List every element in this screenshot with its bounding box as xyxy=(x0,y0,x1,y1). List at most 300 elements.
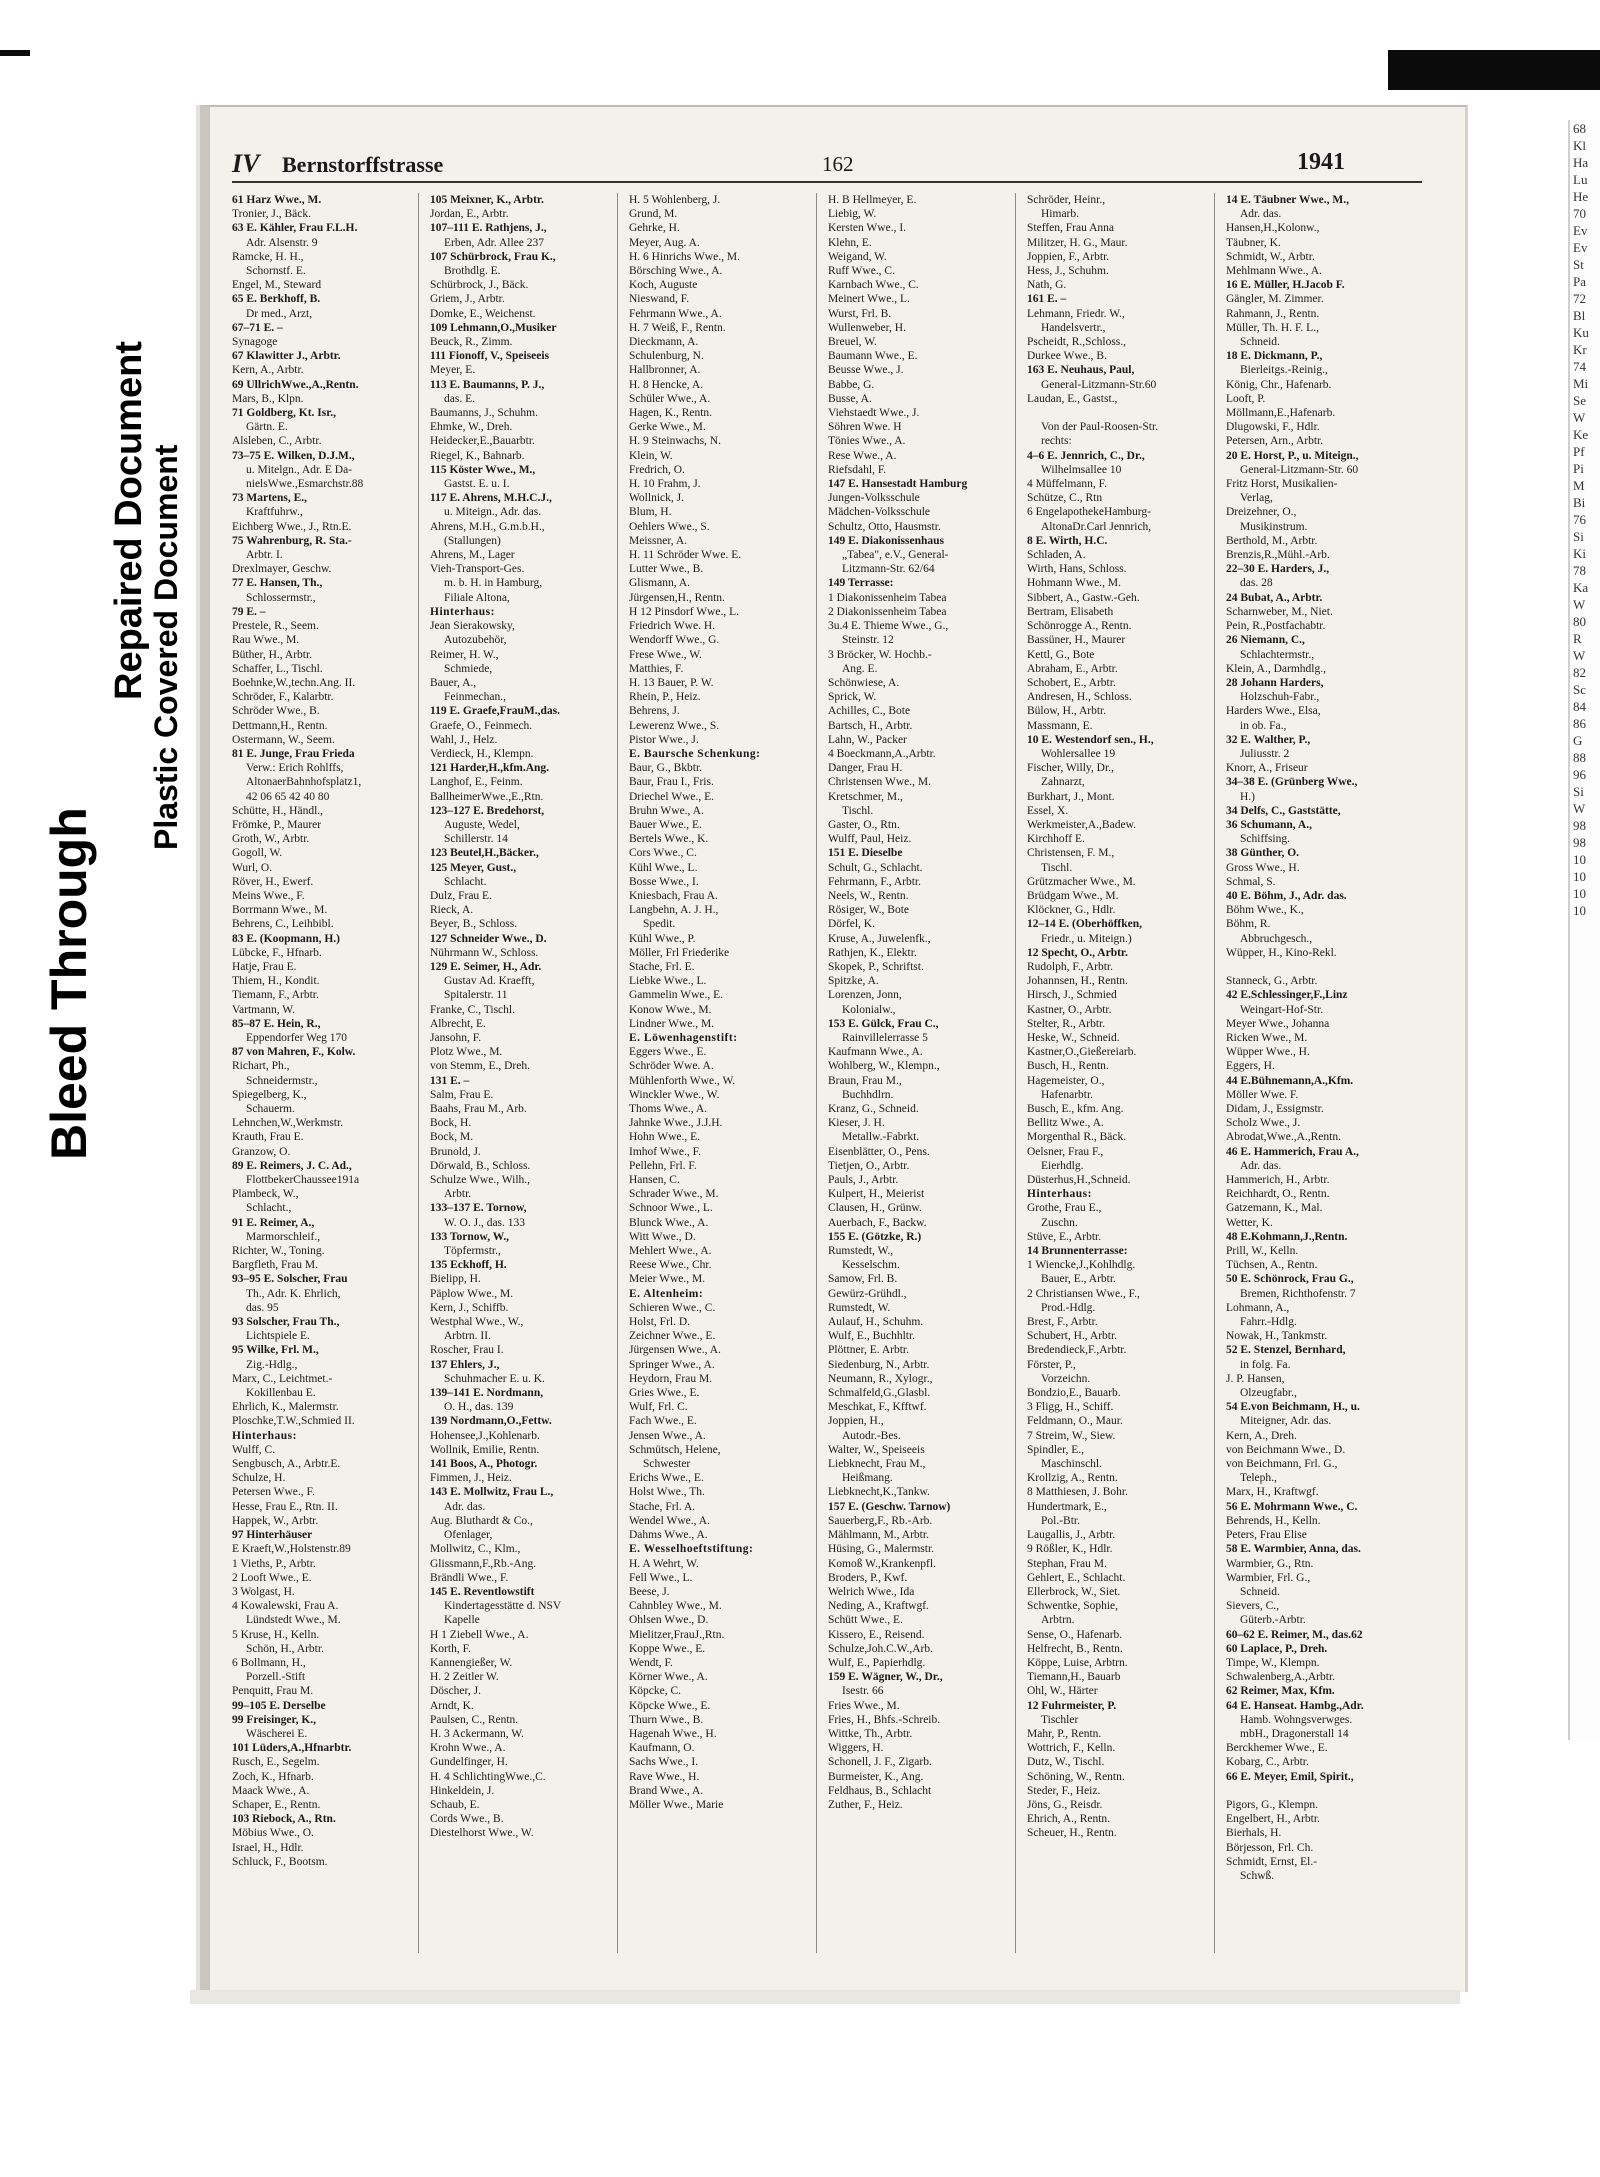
directory-entry: Matthies, F. xyxy=(629,662,684,675)
directory-entry: Schürbrock, J., Bäck. xyxy=(430,279,529,292)
directory-entry: Knorr, A., Friseur xyxy=(1226,762,1308,775)
directory-entry: 149 E. Diakonissenhaus xyxy=(828,534,944,547)
directory-entry: Güterb.-Arbtr. xyxy=(1240,1614,1306,1627)
directory-entry: 97 Hinterhäuser xyxy=(232,1529,313,1542)
directory-entry: Breuel, W. xyxy=(828,336,877,349)
directory-entry: Bertram, Elisabeth xyxy=(1027,605,1114,618)
directory-entry: Fehrmann Wwe., A. xyxy=(629,307,722,320)
directory-entry: Spitalerstr. 11 xyxy=(444,989,508,1002)
directory-entry: Lübcke, F., Hfnarb. xyxy=(232,946,322,959)
directory-entry: Granzow, O. xyxy=(232,1145,291,1158)
directory-entry: H. 10 Frahm, J. xyxy=(629,478,701,491)
directory-entry: Stache, Frl. E. xyxy=(629,960,695,973)
directory-entry: Rese Wwe., A. xyxy=(828,449,897,462)
column-rule xyxy=(1214,193,1215,1953)
directory-entry: Fahrr.-Hdlg. xyxy=(1240,1316,1297,1329)
directory-entry: Fredrich, O. xyxy=(629,463,685,476)
directory-entry: Brunold, J. xyxy=(430,1145,481,1158)
directory-entry: Sievers, C., xyxy=(1226,1600,1280,1613)
directory-entry: Hafenarbtr. xyxy=(1041,1088,1094,1101)
directory-entry: H. B Hellmeyer, E. xyxy=(828,194,917,206)
directory-entry: Walter, W., Speiseeis xyxy=(828,1443,925,1456)
directory-entry: Meissner, A. xyxy=(629,534,687,547)
directory-entry: Babbe, G. xyxy=(828,378,875,391)
directory-entry: Busch, E., kfm. Ang. xyxy=(1027,1103,1124,1115)
page-bottom-edge xyxy=(190,1990,1460,2004)
directory-entry: Liebknecht, Frau M., xyxy=(828,1458,926,1471)
directory-entry: Schöning, W., Rentn. xyxy=(1027,1770,1125,1783)
directory-entry: Verdieck, H., Klempn. xyxy=(430,747,534,760)
directory-entry: Dahms Wwe., A. xyxy=(629,1529,708,1542)
directory-entry: Tronier, J., Bäck. xyxy=(232,208,311,221)
directory-entry: Stüve, E., Arbtr. xyxy=(1027,1230,1102,1243)
directory-entry: Ostermann, W., Seem. xyxy=(232,733,335,746)
directory-entry: in folg. Fa. xyxy=(1240,1358,1291,1371)
directory-entry: Hohmann Wwe., M. xyxy=(1027,577,1122,590)
edge-fragment: 88 xyxy=(1573,750,1586,765)
directory-entry: Erichs Wwe., E. xyxy=(629,1472,704,1485)
directory-entry: Wirth, Hans, Schloss. xyxy=(1027,563,1127,576)
directory-entry: H. A Wehrt, W. xyxy=(629,1557,699,1570)
directory-entry: Kobarg, C., Arbtr. xyxy=(1226,1756,1309,1769)
directory-entry: Heißmang. xyxy=(842,1472,893,1485)
directory-entry: Tiemann, F., Arbtr. xyxy=(232,989,319,1002)
column-rule xyxy=(418,193,419,1953)
directory-entry: 54 E.von Beichmann, H., u. xyxy=(1226,1401,1360,1414)
directory-entry: 46 E. Hammerich, Frau A., xyxy=(1226,1145,1359,1158)
directory-entry: Bierhals, H. xyxy=(1226,1827,1282,1840)
directory-entry: Kaufmann Wwe., A. xyxy=(828,1046,923,1059)
directory-entry: Jahnke Wwe., J.J.H. xyxy=(629,1117,723,1130)
directory-entry: Mädchen-Volksschule xyxy=(828,506,930,519)
directory-entry: Schmidt, Ernst, El.- xyxy=(1226,1855,1318,1868)
directory-entry: Gustav Ad. Kraefft, xyxy=(444,975,535,988)
directory-entry: Baumanns, J., Schuhm. xyxy=(430,407,538,420)
directory-entry: Dreizehner, O., xyxy=(1226,506,1297,519)
directory-entry: 127 Schneider Wwe., D. xyxy=(430,932,547,945)
directory-entry: Synagoge xyxy=(232,336,278,349)
directory-entry: Tischl. xyxy=(842,804,874,817)
directory-entry: Klein, W. xyxy=(629,449,673,462)
directory-entry: Richter, W., Toning. xyxy=(232,1245,325,1258)
directory-entry: Dörwald, B., Schloss. xyxy=(430,1159,531,1172)
directory-entry: Wendorff Wwe., G. xyxy=(629,634,720,647)
directory-entry: Dettmann,H., Rentn. xyxy=(232,719,328,732)
directory-entry: J. P. Hansen, xyxy=(1226,1372,1285,1385)
directory-entry: 52 E. Stenzel, Bernhard, xyxy=(1226,1344,1346,1357)
directory-entry: 137 Ehlers, J., xyxy=(430,1358,500,1371)
directory-entry: 73–75 E. Wilken, D.J.M., xyxy=(232,449,355,462)
directory-entry: Meyer, E. xyxy=(430,364,476,377)
directory-entry: 81 E. Junge, Frau Frieda xyxy=(232,747,355,760)
directory-entry: Meyer Wwe., Johanna xyxy=(1226,1017,1330,1030)
directory-entry: Erben, Adr. Allee 237 xyxy=(444,236,544,249)
directory-entry: Reichhardt, O., Rentn. xyxy=(1226,1188,1330,1201)
directory-entry: Schütte, H., Händl., xyxy=(232,804,324,817)
directory-entry: Schnoor Wwe., L. xyxy=(629,1202,713,1215)
directory-entry: Schmalfeld,G.,Glasbl. xyxy=(828,1387,931,1400)
edge-fragment: Si xyxy=(1573,784,1584,799)
directory-entry: Engel, M., Steward xyxy=(232,279,322,292)
directory-entry: 64 E. Hanseat. Hambg.,Adr. xyxy=(1226,1699,1364,1712)
directory-entry: 4 Müffelmann, F. xyxy=(1027,478,1108,491)
directory-entry: 139 Nordmann,O.,Fettw. xyxy=(430,1415,552,1428)
directory-entry: Franke, C., Tischl. xyxy=(430,1003,515,1016)
directory-entry: 105 Meixner, K., Arbtr. xyxy=(430,194,544,206)
section-heading: E. Baursche Schenkung: xyxy=(629,747,761,760)
directory-entry: 89 E. Reimers, J. C. Ad., xyxy=(232,1159,352,1172)
directory-entry: 151 E. Dieselbe xyxy=(828,847,903,860)
directory-entry: 4 Kowalewski, Frau A. xyxy=(232,1600,339,1613)
directory-entry: Mehlmann Wwe., A. xyxy=(1226,265,1322,278)
directory-entry: Jungen-Volksschule xyxy=(828,492,920,505)
directory-entry: Eggers, H. xyxy=(1226,1060,1275,1073)
directory-entry: Mollwitz, C., Klm., xyxy=(430,1543,521,1556)
directory-entry: Schauerm. xyxy=(246,1103,295,1115)
directory-entry: Schulze,Joh.C.W.,Arb. xyxy=(828,1642,933,1655)
directory-entry: Lahn, W., Packer xyxy=(828,733,907,746)
directory-entry: Verw.: Erich Rohlffs, xyxy=(246,762,344,775)
directory-entry: Lichtspiele E. xyxy=(246,1330,310,1343)
directory-entry: Köppe, Luise, Arbtrn. xyxy=(1027,1656,1128,1669)
directory-entry: Neumann, R., Xylogr., xyxy=(828,1372,933,1385)
directory-entry: Teleph., xyxy=(1240,1472,1277,1485)
directory-entry: Von der Paul-Roosen-Str. xyxy=(1041,421,1159,434)
edge-fragment: 70 xyxy=(1573,206,1586,221)
directory-entry: Achilles, C., Bote xyxy=(828,705,911,718)
directory-entry: Börjesson, Frl. Ch. xyxy=(1226,1841,1314,1854)
directory-entry: Wulf, Frl. C. xyxy=(629,1401,688,1414)
directory-entry: 5 Kruse, H., Kelln. xyxy=(232,1628,320,1641)
directory-entry: Kastner, O., Arbtr. xyxy=(1027,1003,1112,1016)
directory-entry: 147 E. Hansestadt Hamburg xyxy=(828,478,968,491)
directory-entry: Feldhaus, B., Schlacht xyxy=(828,1784,932,1797)
directory-entry: Durkee Wwe., B. xyxy=(1027,350,1107,363)
directory-entry: Hesse, Frau E., Rtn. II. xyxy=(232,1500,338,1513)
directory-entry: Kaufmann, O. xyxy=(629,1742,695,1755)
directory-entry: Plotz Wwe., M. xyxy=(430,1046,503,1059)
directory-entry: Laudan, E., Gastst., xyxy=(1027,392,1118,405)
directory-entry: Olzeugfabr., xyxy=(1240,1387,1297,1400)
directory-entry: Stache, Frl. A. xyxy=(629,1500,696,1513)
edge-fragment: 10 xyxy=(1573,903,1586,918)
directory-entry: Plambeck, W., xyxy=(232,1188,299,1201)
directory-entry: Berckhemer Wwe., E. xyxy=(1226,1742,1328,1755)
directory-entry: Ohlsen Wwe., D. xyxy=(629,1614,709,1627)
directory-entry: Körner Wwe., A. xyxy=(629,1671,708,1684)
directory-entry: Feinmechan., xyxy=(444,691,506,704)
directory-entry: 131 E. – xyxy=(430,1074,470,1087)
directory-entry: Maschinschl. xyxy=(1041,1458,1103,1471)
directory-entry: Handelsvertr., xyxy=(1041,321,1106,334)
directory-entry: 95 Wilke, Frl. M., xyxy=(232,1344,319,1357)
directory-entry: 75 Wahrenburg, R. Sta.- xyxy=(232,534,352,547)
directory-entry: H. 4 SchlichtingWwe.,C. xyxy=(430,1770,546,1783)
directory-entry: 157 E. (Geschw. Tarnow) xyxy=(828,1500,951,1513)
directory-entry: 8 Matthiesen, J. Bohr. xyxy=(1027,1486,1128,1499)
directory-entry: Rau Wwe., M. xyxy=(232,634,300,647)
directory-entry: Musikinstrum. xyxy=(1240,520,1308,533)
directory-entry: Schlachtermstr., xyxy=(1240,648,1315,661)
directory-entry: Behrends, H., Kelln. xyxy=(1226,1514,1321,1527)
directory-entry: Brüdgam Wwe., M. xyxy=(1027,889,1119,902)
directory-entry: Kern, J., Schiffb. xyxy=(430,1301,509,1314)
directory-entry: 125 Meyer, Gust., xyxy=(430,861,517,874)
directory-entry: Rieck, A. xyxy=(430,904,474,917)
directory-entry: 8 E. Wirth, H.C. xyxy=(1027,534,1108,547)
directory-entry: Domke, E., Weichenst. xyxy=(430,307,536,320)
directory-entry: Spitzke, A. xyxy=(828,975,879,988)
directory-entry: Müller, Th. H. F. L., xyxy=(1226,321,1319,334)
directory-entry: Wahl, J., Helz. xyxy=(430,733,498,746)
directory-entry: Ohl, W., Härter xyxy=(1027,1685,1098,1698)
directory-entry: Koch, Auguste xyxy=(629,279,698,292)
directory-entry: Fehrmann, F., Arbtr. xyxy=(828,875,921,888)
directory-entry: Adr. Alsenstr. 9 xyxy=(246,236,318,249)
directory-entry: Schaper, E., Rentn. xyxy=(232,1798,321,1811)
directory-column-1 xyxy=(232,193,400,1973)
directory-entry: Klöckner, G., Hdlr. xyxy=(1027,904,1116,917)
directory-entry: Wittke, Th., Arbtr. xyxy=(828,1727,913,1740)
directory-entry: Siedenburg, N., Arbtr. xyxy=(828,1358,930,1371)
directory-entry: 14 E. Täubner Wwe., M., xyxy=(1226,194,1350,206)
directory-entry: Rusch, E., Segelm. xyxy=(232,1756,320,1769)
street-title: Bernstorffstrasse xyxy=(282,152,444,177)
directory-entry: Zig.-Hdlg., xyxy=(246,1358,298,1371)
directory-entry: Jensen Wwe., A. xyxy=(629,1429,706,1442)
edge-fragment: Pa xyxy=(1573,274,1586,289)
directory-entry: Looft, P. xyxy=(1226,392,1266,405)
edge-fragment: W xyxy=(1573,801,1586,816)
directory-entry: Verlag, xyxy=(1240,492,1273,505)
directory-entry: 50 E. Schönrock, Frau G., xyxy=(1226,1273,1354,1286)
section-heading: E. Löwenhagenstift: xyxy=(629,1031,738,1044)
directory-entry: Grützmacher Wwe., M. xyxy=(1027,875,1136,888)
directory-entry: Cors Wwe., C. xyxy=(629,847,697,860)
directory-entry: Christensen Wwe., M. xyxy=(828,776,931,789)
directory-entry: Schladen, A. xyxy=(1027,549,1086,562)
directory-entry: Hallbronner, A. xyxy=(629,364,701,377)
directory-entry: 12–14 E. (Oberhöffken, xyxy=(1027,918,1142,931)
directory-entry: Auerbach, F., Backw. xyxy=(828,1216,927,1229)
directory-entry: Graefe, O., Feinmech. xyxy=(430,719,533,732)
directory-entry: Brändli Wwe., F. xyxy=(430,1571,509,1584)
directory-entry: Werkmeister,A.,Badew. xyxy=(1027,818,1136,831)
directory-entry: Gogoll, W. xyxy=(232,847,283,860)
directory-entry: Mühlenforth Wwe., W. xyxy=(629,1074,736,1087)
directory-entry: Wiggers, H. xyxy=(828,1742,884,1755)
directory-entry: 139–141 E. Nordmann, xyxy=(430,1387,544,1400)
directory-entry: Jürgensen Wwe., A. xyxy=(629,1344,721,1357)
edge-fragment: Pf xyxy=(1573,444,1585,459)
directory-entry: Heske, W., Schneid. xyxy=(1027,1031,1120,1044)
directory-entry: Fach Wwe., E. xyxy=(629,1415,697,1428)
directory-entry: Tietjen, O., Arbtr. xyxy=(828,1159,910,1172)
directory-entry: Holzschuh-Fabr., xyxy=(1240,691,1320,704)
directory-entry: Schön, H., Arbtr. xyxy=(246,1642,324,1655)
directory-entry: Spindler, E., xyxy=(1027,1443,1085,1456)
directory-entry: Berthold, M., Arbtr. xyxy=(1226,534,1318,547)
directory-entry: Alsleben, C., Arbtr. xyxy=(232,435,322,448)
directory-entry: Schmidt, W., Arbtr. xyxy=(1226,250,1315,263)
directory-entry: 60–62 E. Reimer, M., das.62 xyxy=(1226,1628,1363,1641)
directory-entry: Liebknecht,K.,Tankw. xyxy=(828,1486,930,1499)
directory-entry: Baahs, Frau M., Arb. xyxy=(430,1103,527,1115)
directory-entry: Pigors, G., Klempn. xyxy=(1226,1798,1318,1811)
directory-entry: Wulff, Paul, Heiz. xyxy=(828,833,912,846)
directory-entry: Zuschn. xyxy=(1041,1216,1078,1229)
directory-entry: Ahrens, M., Lager xyxy=(430,549,515,562)
directory-entry: 40 E. Böhm, J., Adr. das. xyxy=(1226,889,1347,902)
directory-entry: BallheimerWwe.,E.,Rtn. xyxy=(430,790,544,803)
directory-entry: Eppendorfer Weg 170 xyxy=(246,1031,348,1044)
directory-entry: Joppien, F., Arbtr. xyxy=(1027,250,1110,263)
directory-entry: Filiale Altona, xyxy=(444,591,510,604)
directory-entry: Bredendieck,F.,Arbtr. xyxy=(1027,1344,1127,1357)
directory-entry: Adr. das. xyxy=(1240,208,1282,221)
directory-entry: Sengbusch, A., Arbtr.E. xyxy=(232,1458,341,1471)
directory-entry: Viehstaedt Wwe., J. xyxy=(828,407,920,420)
directory-entry: Weingart-Hof-Str. xyxy=(1240,1003,1324,1016)
directory-entry: Baur, G., Bkbtr. xyxy=(629,762,703,775)
directory-entry: Gries Wwe., E. xyxy=(629,1387,700,1400)
directory-entry: Wendel Wwe., A. xyxy=(629,1514,710,1527)
directory-entry: Arbtr. I. xyxy=(246,549,283,562)
directory-entry: Sense, O., Hafenarb. xyxy=(1027,1628,1123,1641)
directory-entry: Rumstedt, W. xyxy=(828,1301,891,1314)
directory-entry: Steffen, Frau Anna xyxy=(1027,222,1114,235)
edge-fragment: Ke xyxy=(1573,427,1589,442)
directory-entry: Schaffer, L., Tischl. xyxy=(232,662,323,675)
directory-entry: Gastst. E. u. I. xyxy=(444,478,510,491)
directory-entry: Schwester xyxy=(643,1458,691,1471)
directory-entry: Glissmann,F.,Rb.-Ang. xyxy=(430,1557,537,1570)
directory-entry: Jordan, E., Arbtr. xyxy=(430,208,509,221)
directory-entry: Buchhdlrn. xyxy=(842,1088,894,1101)
edge-fragment: Ev xyxy=(1573,240,1588,255)
directory-entry: 65 E. Berkhoff, B. xyxy=(232,293,321,306)
directory-entry: (Stallungen) xyxy=(444,534,501,547)
directory-entry: Gross Wwe., H. xyxy=(1226,861,1300,874)
directory-entry: Schluck, F., Bootsm. xyxy=(232,1855,328,1868)
directory-entry: Dulz, Frau E. xyxy=(430,889,492,902)
directory-entry: Köpcke, C. xyxy=(629,1685,682,1698)
directory-entry: Krollzig, A., Rentn. xyxy=(1027,1472,1118,1485)
directory-entry: Kranz, G., Schneid. xyxy=(828,1103,919,1115)
directory-entry: Schönwiese, A. xyxy=(828,676,900,689)
directory-entry: Marx, H., Kraftwgf. xyxy=(1226,1486,1319,1499)
directory-entry: Schwß. xyxy=(1240,1869,1275,1882)
directory-entry: Mars, B., Klpn. xyxy=(232,392,304,405)
directory-entry: Sachs Wwe., I. xyxy=(629,1756,699,1769)
directory-entry: Militzer, H. G., Maur. xyxy=(1027,236,1128,249)
directory-entry: Hess, J., Schuhm. xyxy=(1027,265,1109,278)
column-rule xyxy=(1015,193,1016,1953)
directory-entry: Busch, H., Rentn. xyxy=(1027,1060,1109,1073)
directory-entry: Klein, A., Darmhdlg., xyxy=(1226,662,1326,675)
directory-entry: Gehrke, H. xyxy=(629,222,680,235)
edge-fragment: 98 xyxy=(1573,818,1586,833)
directory-entry: Hundertmark, E., xyxy=(1027,1500,1107,1513)
directory-entry: 135 Eckhoff, H. xyxy=(430,1259,507,1272)
directory-entry: Rainvillelerrasse 5 xyxy=(842,1031,928,1044)
directory-entry: Dieckmann, A. xyxy=(629,336,699,349)
directory-entry: Grund, M. xyxy=(629,208,678,221)
directory-entry: Hirsch, J., Schmied xyxy=(1027,989,1117,1002)
directory-entry: 69 UllrichWwe.,A.,Rentn. xyxy=(232,378,359,391)
directory-entry: 10 E. Westendorf sen., H., xyxy=(1027,733,1154,746)
directory-entry: Petersen Wwe., F. xyxy=(232,1486,315,1499)
year: 1941 xyxy=(1297,149,1345,175)
edge-fragment: Kl xyxy=(1573,138,1586,153)
directory-entry: das. 28 xyxy=(1240,577,1273,590)
directory-entry: Scheuer, H., Rentn. xyxy=(1027,1827,1117,1840)
directory-entry: Wollnick, J. xyxy=(629,492,684,505)
directory-entry: Schütt Wwe., E. xyxy=(828,1614,903,1627)
directory-entry: Schröder Wwe., B. xyxy=(232,705,320,718)
directory-entry: 16 E. Müller, H.Jacob F. xyxy=(1226,279,1345,292)
column-rule xyxy=(816,193,817,1953)
directory-entry: Stanneck, G., Arbtr. xyxy=(1226,975,1318,988)
directory-entry: Ofenlager, xyxy=(444,1529,493,1542)
directory-column-5 xyxy=(1027,193,1195,1973)
directory-entry: Bargfleth, Frau M. xyxy=(232,1259,319,1272)
directory-entry: 1 Diakonissenheim Tabea xyxy=(828,591,947,604)
directory-entry: nielsWwe.,Esmarchstr.88 xyxy=(246,478,364,491)
edge-fragment: Ha xyxy=(1573,155,1589,170)
directory-entry: Gaster, O., Rtn. xyxy=(828,818,900,831)
directory-entry: Kieser, J. H. xyxy=(828,1117,885,1130)
directory-entry: Thoms Wwe., A. xyxy=(629,1103,708,1115)
directory-entry: Porzell.-Stift xyxy=(246,1671,306,1684)
directory-entry: Salm, Frau E. xyxy=(430,1088,494,1101)
directory-entry: Neding, A., Kraftwgf. xyxy=(828,1600,929,1613)
directory-entry: Töpfermstr., xyxy=(444,1245,501,1258)
directory-entry: Kokillenbau E. xyxy=(246,1387,316,1400)
directory-entry: Gehlert, E., Schlacht. xyxy=(1027,1571,1126,1584)
directory-entry: Ellerbrock, W., Siet. xyxy=(1027,1585,1121,1598)
directory-entry: Schobert, E., Arbtr. xyxy=(1027,676,1116,689)
directory-entry: Drexlmayer, Geschw. xyxy=(232,563,332,576)
directory-entry: Kniesbach, Frau A. xyxy=(629,889,718,902)
directory-entry: Autozubehör, xyxy=(444,634,507,647)
directory-entry: 38 Günther, O. xyxy=(1226,847,1300,860)
edge-fragment: Ka xyxy=(1573,580,1589,595)
directory-entry: Schneid. xyxy=(1240,1585,1280,1598)
directory-entry: 26 Niemann, C., xyxy=(1226,634,1305,647)
directory-entry: Arndt, K. xyxy=(430,1699,474,1712)
directory-entry: Meier Wwe., M. xyxy=(629,1273,706,1286)
directory-entry: Massmann, E. xyxy=(1027,719,1093,732)
directory-entry: Wilhelmsallee 10 xyxy=(1041,463,1122,476)
directory-entry: Zuther, F., Heiz. xyxy=(828,1798,903,1811)
directory-entry: Bruhn Wwe., A. xyxy=(629,804,704,817)
edge-fragment: 98 xyxy=(1573,835,1586,850)
directory-entry: Welrich Wwe., Ida xyxy=(828,1585,915,1598)
directory-entry: Fischer, Willy, Dr., xyxy=(1027,762,1114,775)
edge-fragment: Mi xyxy=(1573,376,1589,391)
directory-entry: H. 8 Hencke, A. xyxy=(629,378,704,391)
edge-fragment: W xyxy=(1573,410,1586,425)
directory-entry: H. 3 Ackermann, W. xyxy=(430,1727,524,1740)
directory-entry: Lewerenz Wwe., S. xyxy=(629,719,720,732)
directory-entry: Roscher, Frau I. xyxy=(430,1344,504,1357)
directory-entry: Eierhdlg. xyxy=(1041,1159,1084,1172)
directory-entry: Wäscherei E. xyxy=(246,1727,308,1740)
directory-entry: u. Mitelgn., Adr. E Da- xyxy=(246,463,353,476)
directory-entry: in ob. Fa., xyxy=(1240,719,1287,732)
directory-entry: Morgenthal R., Bäck. xyxy=(1027,1131,1127,1144)
